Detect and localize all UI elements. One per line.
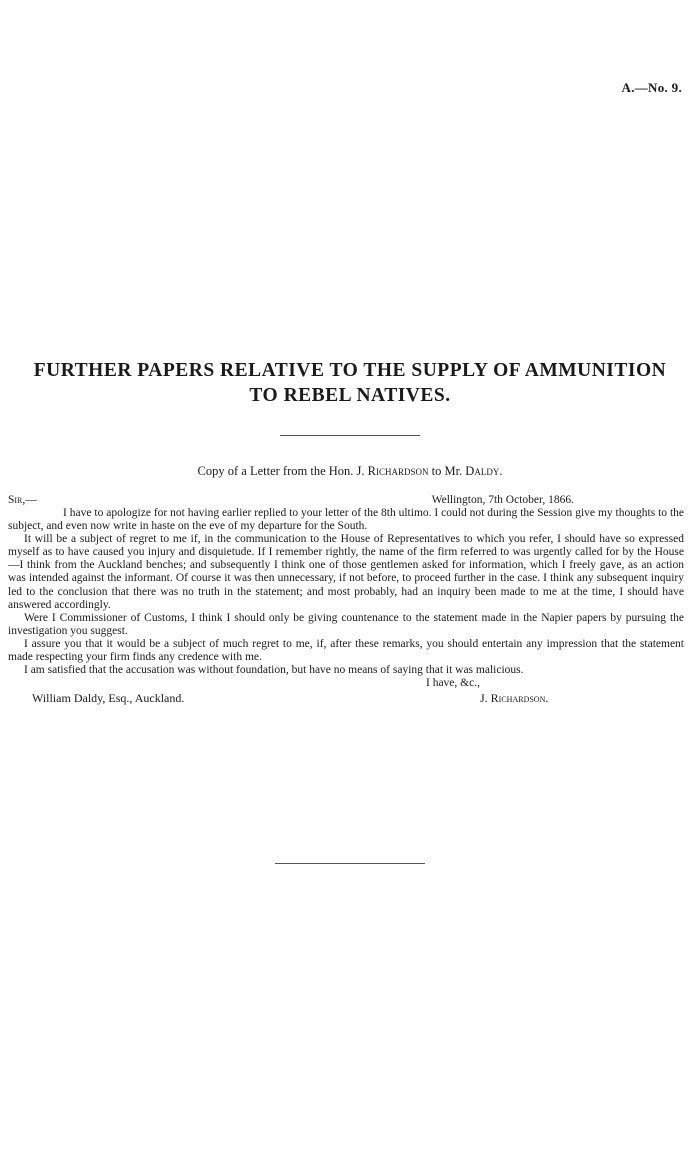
end-divider (275, 863, 425, 864)
signer-suffix: . (545, 691, 549, 706)
title-line-1: FURTHER PAPERS RELATIVE TO THE SUPPLY OF AMMUNITION (33, 360, 667, 381)
salutation: Sir,— (8, 494, 37, 506)
document-title (0, 358, 700, 408)
addressee: William Daldy, Esq., Auckland. (32, 691, 185, 706)
paragraph: It will be a subject of regret to me if, in the communication to the House of Representatives to which you refer, I should have so expressed myself as to have caused you injury and disquietude. If I remember rightly, the name of the firm referred to was urgently called for by the House—I think from the Auckland benches; and subsequently I think one of those gentlemen asked for information, which I freely gave, as an action was intended against the informant. Of course it was then unnecessary, if not before, to proceed further in the case. I think any subsequent inquiry led to the conclusion that there was no truth in the statement; and most probably, had an inquiry been made to me at the time, I should have answered accordingly. (8, 533, 684, 611)
paragraph: Were I Commissioner of Customs, I think I should only be giving countenance to the statement made in the Napier papers by pursuing the investigation you suggest. (8, 611, 684, 637)
heading-to-name: Daldy (465, 464, 500, 478)
closing: I have, &c., (426, 677, 480, 690)
paragraph: I am satisfied that the accusation was without foundation, but have no means of saying that it was malicious. (24, 664, 524, 677)
signer-name: Richardson (490, 691, 546, 706)
letter-heading (0, 464, 700, 479)
letter-date: Wellington, 7th October, 1866. (431, 494, 574, 506)
heading-middle: to Mr. (428, 464, 466, 478)
salutation-line (8, 494, 684, 507)
paragraph: I have to apologize for not having earlier replied to your letter of the 8th ultimo. I could not during the Session give my thoughts to the subject, and even now write in haste on the eve of my departure for the South. (8, 507, 684, 533)
signer-initial: J. (480, 691, 491, 706)
paragraph: I assure you that it would be a subject of much regret to me, if, after these remarks, you should entertain any impression that the statement made respecting your firm finds any credence with me. (8, 637, 684, 664)
closing-line (8, 677, 684, 690)
heading-prefix: Copy of a Letter from the Hon. J. (197, 464, 368, 478)
title-line-2: TO REBEL NATIVES. (249, 385, 451, 406)
signer (480, 692, 548, 705)
heading-suffix: . (499, 464, 503, 478)
heading-from-name: Richardson (367, 464, 429, 478)
title-divider (280, 435, 420, 436)
signature-line (8, 692, 684, 708)
letter-body (8, 494, 684, 708)
page-reference: A.—No. 9. (621, 80, 682, 95)
